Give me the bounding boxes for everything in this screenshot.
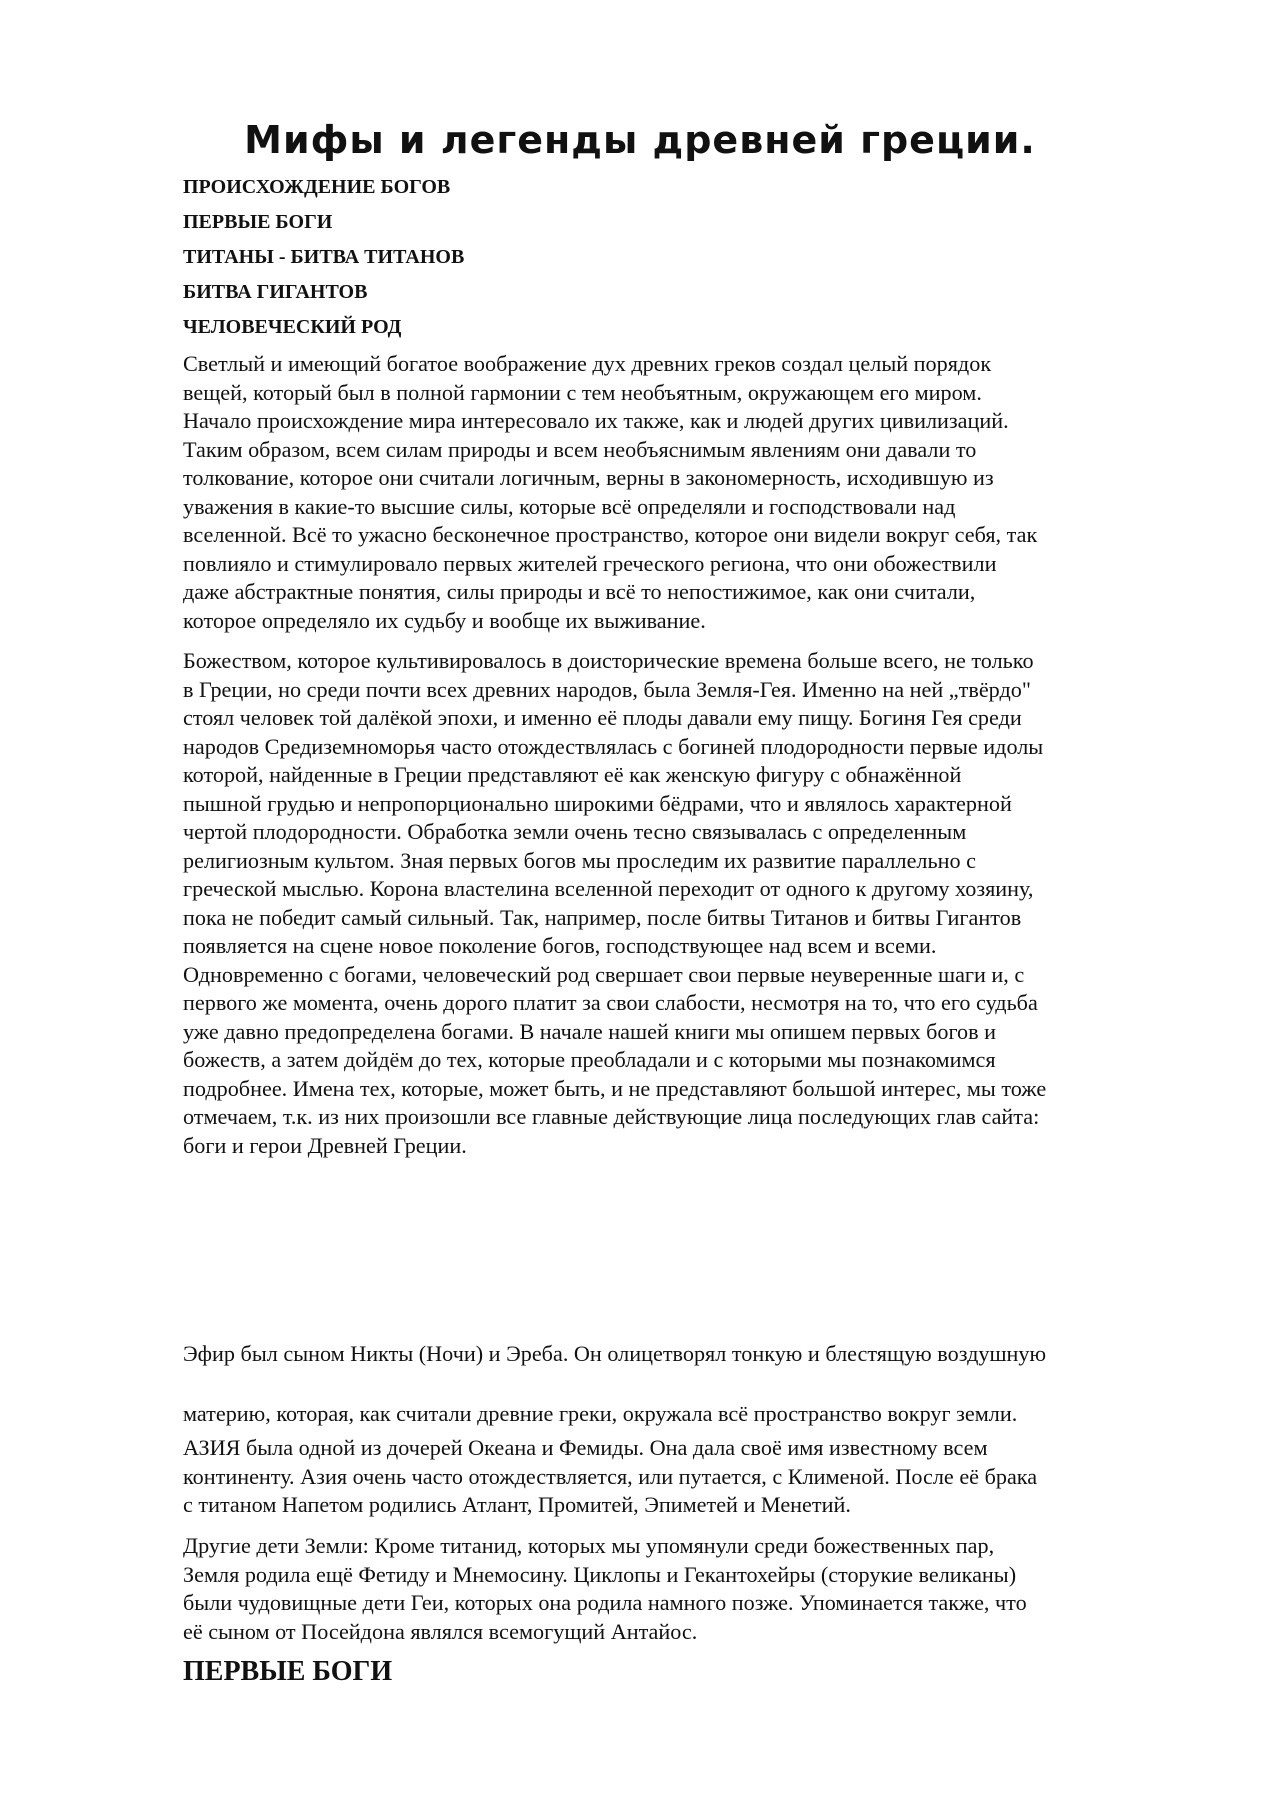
toc-item: ЧЕЛОВЕЧЕСКИЙ РОД — [183, 316, 402, 338]
ether-line-2 — [183, 1400, 1195, 1429]
text-line: Одновременно с богами, человеческий род свершает свои первые неуверенные шаги и, с — [183, 961, 1025, 987]
text-line: греческой мыслью. Корона властелина вселенной переходит от одного к другому хозяину, — [183, 876, 1034, 901]
text-line: вселенной. Всё то ужасно бесконечное пространство, которое они видели вокруг себя, так — [183, 522, 1038, 547]
text-line: стоял человек той далёкой эпохи, и именно её плоды давали ему пищу. Богиня Гея среди — [183, 705, 1022, 730]
text-line: Другие дети Земли: Кроме титанид, которых мы упомянули среди божественных пар, — [183, 1533, 995, 1558]
text-line: народов Средиземноморья часто отождествлялась с богиней плодородности первые идолы — [183, 733, 1044, 759]
text-line: отмечаем, т.к. из них произошли все главные действующие лица последующих глав сайта: — [183, 1104, 1040, 1129]
text-line: Эфир был сыном Никты (Ночи) и Эреба. Он олицетворял тонкую и блестящую воздушную — [183, 1341, 1047, 1366]
gaia-paragraph — [183, 647, 1195, 1160]
asia-paragraph — [183, 1434, 1195, 1520]
text-line: АЗИЯ была одной из дочерей Океана и Фемиды. Она дала своё имя известному всем — [183, 1435, 988, 1460]
text-line: материю, которая, как считали древние греки, окружала всё пространство вокруг земли. — [183, 1401, 1018, 1426]
text-line: её сыном от Посейдона являлся всемогущий Антайос. — [183, 1618, 698, 1644]
text-line: толкование, которое они считали логичным, верны в закономерность, исходившую из — [183, 465, 994, 490]
text-line: религиозным культом. Зная первых богов мы проследим их развитие параллельно с — [183, 847, 976, 873]
text-line: боги и герои Древней Греции. — [183, 1132, 467, 1158]
text-line: повлияло и стимулировало первых жителей греческого региона, что они обожествили — [183, 550, 997, 576]
text-line: уважения в какие-то высшие силы, которые всё определяли и господствовали над — [183, 493, 956, 519]
text-line: уже давно предопределена богами. В начале нашей книги мы опишем первых богов и — [183, 1018, 997, 1044]
text-line: первого же момента, очень дорого платит за свои слабости, несмотря на то, что его судьба — [183, 990, 1038, 1015]
text-line: подробнее. Имена тех, которые, может быть, и не представляют большой интерес, мы тоже — [183, 1075, 1047, 1101]
text-line: которой, найденные в Греции представляют её как женскую фигуру с обнажённой — [183, 762, 962, 787]
ether-line-1 — [183, 1340, 1195, 1369]
toc-item: ТИТАНЫ - БИТВА ТИТАНОВ — [183, 246, 465, 268]
text-line: Земля родила ещё Фетиду и Мнемосину. Циклопы и Гекантохейры (сторукие великаны) — [183, 1561, 1017, 1587]
text-line: пышной грудью и непропорционально широкими бёдрами, что и являлось характерной — [183, 790, 1012, 816]
text-line: божеств, а затем дойдём до тех, которые преобладали и с которыми мы познакомимся — [183, 1047, 996, 1072]
text-line: пока не победит самый сильный. Так, например, после битвы Титанов и битвы Гигантов — [183, 904, 1022, 930]
text-line: Божеством, которое культивировалось в доисторические времена больше всего, не только — [183, 648, 1034, 673]
children-of-earth-paragraph — [183, 1532, 1195, 1646]
toc-item: ПРОИСХОЖДЕНИЕ БОГОВ — [183, 176, 451, 198]
text-line: Таким образом, всем силам природы и всем необъяснимым явлениям они давали то — [183, 436, 977, 462]
text-line: континенту. Азия очень часто отождествляется, или путается, с Клименой. После её брака — [183, 1463, 1038, 1489]
toc-item: БИТВА ГИГАНТОВ — [183, 281, 368, 303]
intro-paragraph — [183, 350, 1195, 635]
text-line: вещей, который был в полной гармонии с тем необъятным, окружающем его миром. — [183, 379, 982, 405]
section-heading: ПЕРВЫЕ БОГИ — [183, 1656, 393, 1687]
text-line: Начало происхождение мира интересовало их также, как и людей других цивилизаций. — [183, 408, 1009, 433]
text-line: с титаном Напетом родились Атлант, Промитей, Эпиметей и Менетий. — [183, 1492, 851, 1517]
text-line: даже абстрактные понятия, силы природы и всё то непостижимое, как они считали, — [183, 579, 976, 604]
text-line: которое определяло их судьбу и вообще их выживание. — [183, 607, 706, 633]
text-line: появляется на сцене новое поколение богов, господствующее над всем и всеми. — [183, 933, 937, 958]
document-title: Мифы и легенды древней греции. — [244, 118, 1036, 162]
text-line: чертой плодородности. Обработка земли очень тесно связывалась с определенным — [183, 819, 967, 844]
table-of-contents — [183, 174, 464, 349]
text-line: были чудовищные дети Геи, которых она родила намного позже. Упоминается также, что — [183, 1590, 1027, 1615]
text-line: в Греции, но среди почти всех древних народов, была Земля-Гея. Именно на ней „твёрдо" — [183, 676, 1031, 702]
toc-item: ПЕРВЫЕ БОГИ — [183, 211, 333, 233]
text-line: Светлый и имеющий богатое воображение дух древних греков создал целый порядок — [183, 351, 992, 376]
